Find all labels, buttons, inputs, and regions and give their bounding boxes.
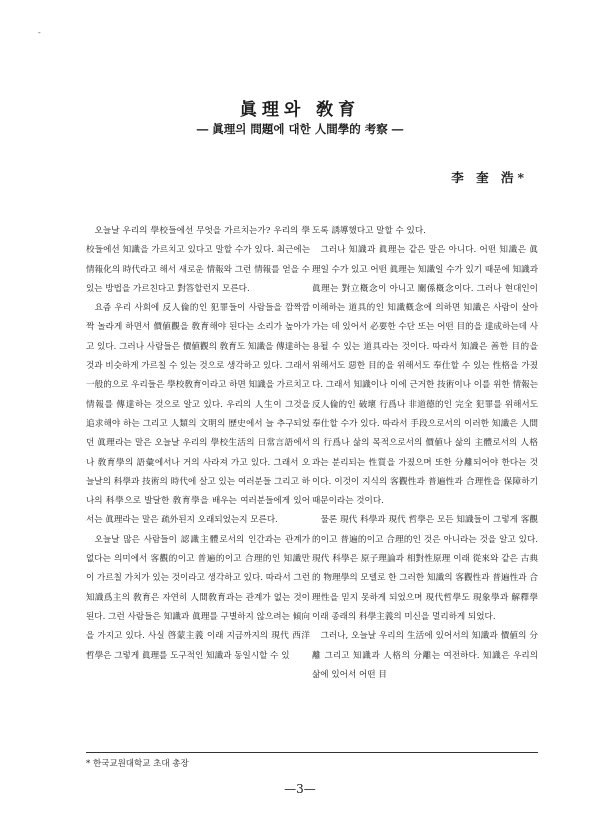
body-column-left [86, 222, 310, 666]
corner-mark: - [38, 28, 41, 37]
page-number: —3— [284, 782, 316, 796]
article-subtitle: ― 眞理의 問題에 대한 人間學的 考察 ― [196, 122, 404, 136]
article-title: 眞理와 敎育 [239, 100, 361, 120]
paragraph: 그러나 知識과 眞理는 같은 말은 아니다. 어떤 知識은 眞理일 수가 있고 어떤 眞理는 知識일 수가 있기 때문에 知識과 眞理는 對立槪念이 아니고 關係槪念이다. 그러나 현대인이 이해하는 道具的인 知識槪念에 의하면 知識은 사람이 살아 가는 데 있어서 必要한 수단 또는 어떤 目的을 達成하는데 사용될 수 있는 道具라는 것이다. 따라서 知識은 善한 目的을 위해서도 惡한 目的을 위해서도 奉仕할 수 있는 性格을 가졌다. 그래서 知識이나 이에 근거한 技術이나 이를 위한 情報는 反人倫的인 破壞 行爲나 非道德的인 完全 犯罪를 위해서도 奉仕할 수가 있다. 따라서 手段으로서의 이러한 知識은 人間의 行爲나 삶의 목적으로서의 價値나 삶의 主體로서의 人格과는 분리되는 性質을 가졌으며 또한 分離되어야 한다는 것이다. 이것이 지식의 客觀性과 普遍性과 合理性을 保障하기 때문이라는 것이다. [312, 245, 538, 507]
paragraph: 요즘 우리 사회에 反人倫的인 犯罪들이 사람들을 깜짝깜짝 놀라게 하면서 價値觀을 敎育해야 된다는 소리가 높아가고 있다. 그러나 사람들은 價値觀의 敎育도 知識을 傳達하는 것과 비슷하게 가르칠 수 있는 것으로 생각하고 있다. 그래서 一般的으로 우리들은 學校敎育이라고 하면 知識을 가르치고 情報를 傳達하는 것으로 알고 있다. 우리의 人生이 그것을 追求해야 하는 그리고 人類의 文明의 歷史에서 늘 추구되었던 眞理라는 말은 오늘날 우리의 學校生活의 日常言語에서나 敎育學의 語彙에서나 거의 사라져 가고 있다. 그래서 오늘날의 科學과 技術의 時代에 살고 있는 여러분들 그리고 하나의 科學으로 발달한 敎育學을 배우는 여러분들에게 있어서는 眞理라는 말은 疏外된지 오래되었는지 모른다. [86, 303, 310, 526]
paragraph: 오늘날 많은 사람들이 認識主體로서의 인간과는 관계가 없다는 의미에서 客觀的이고 普遍的이고 合理的인 知識만이 가르칠 가치가 있는 것이라고 생각하고 있다. 따라서 그런 知識爲主의 敎育은 자연히 人間敎育과는 관계가 없는 것이 된다. 그런 사람들은 知識과 眞理를 구별하지 않으려는 傾向을 가지고 있다. 사실 啓蒙主義 이래 지금까지의 現代 西洋哲學은 그렇게 眞理를 도구적인 知識과 동일시할 수 있 [86, 534, 310, 661]
footnote-divider [86, 752, 538, 753]
paragraph: 오늘날 우리의 學校들에선 무엇을 가르치는가? 우리의 學校들에선 知識을 가르치고 있다고 말할 수가 있다. 최근에는 情報化의 時代라고 해서 새로운 情報와 그런 情報를 얻을 수 있는 방법을 가르친다고 對答할런지 모른다. [86, 226, 310, 294]
paragraph-continued: 도록 誘導했다고 말할 수 있다. [312, 226, 426, 236]
author-name: 李 奎 浩* [451, 170, 528, 185]
footnote: * 한국교원대학교 초대 총장 [86, 759, 189, 769]
paragraph: 그러나, 오늘날 우리의 生活에 있어서의 知識과 價値의 分離 그리고 知識과 人格의 分離는 여전하다. 知識은 우리의 삶에 있어서 어떤 目 [312, 631, 538, 680]
paragraph: 물론 現代 科學과 現代 哲學은 모든 知識들이 그렇게 客觀的이고 普遍的이고 合理的인 것은 아니라는 것을 알고 있다. 現代 科學은 原子理論과 相對性原理 이래 從來와 같은 古典的 物理學의 모델로 한 그러한 知識의 客觀性과 普遍性과 合理性을 믿지 못하게 되었으며 現代哲學도 現象學과 解釋學이래 종래의 科學主義의 미신을 멀리하게 되었다. [312, 515, 538, 622]
body-column-right [312, 222, 538, 685]
